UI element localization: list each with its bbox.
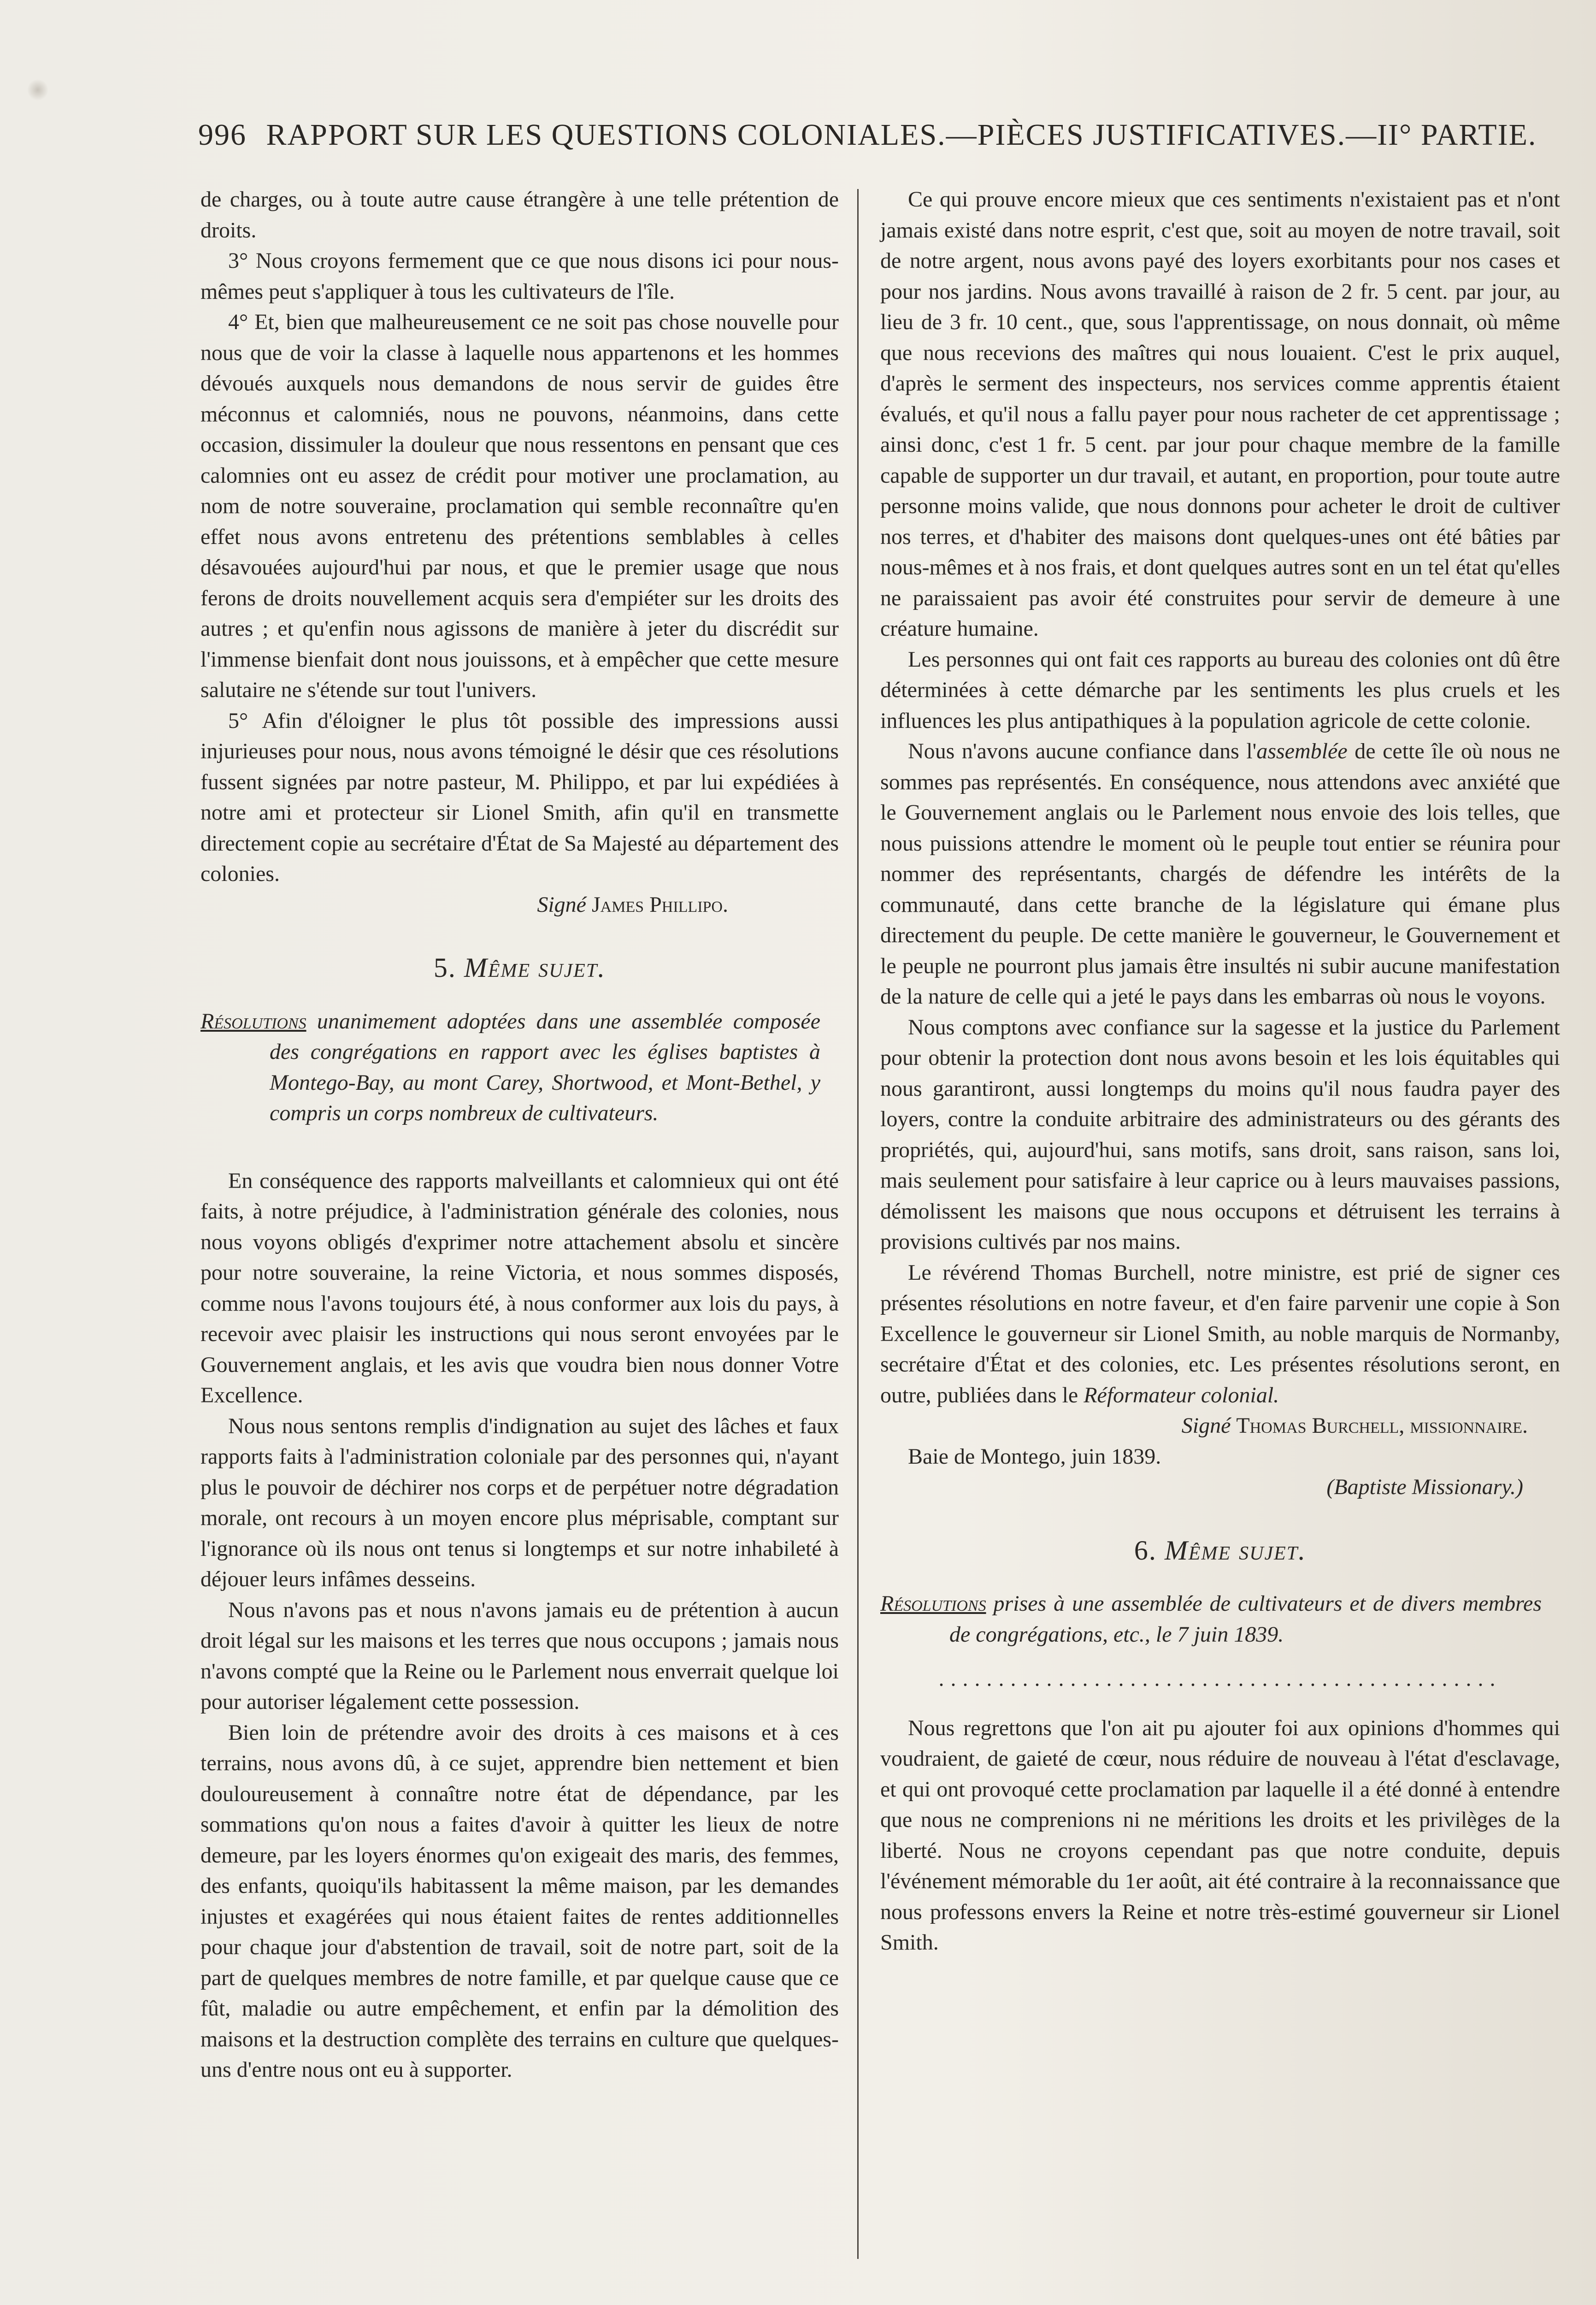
paragraph-4: 4° Et, bien que malheureusement ce ne soit pas chose nouvelle pour nous que de voir la classe à laquelle nous appartenons et les hommes dévoués auxquels nous demandons de nous servir de guides être méconnus et calomniés, nous ne pouvons, néanmoins, dans cette occasion, dissimuler la douleur que nous ressentons en pensant que ces calomnies ont eu assez de crédit pour motiver une proclamation, au nom de notre souveraine, proclamation qui semble reconnaître qu'en effet nous avons entretenu des prétentions semblables à celles désavouées aujourd'hui par nous, et que le premier usage que nous ferons de droits nouvellement acquis sera d'empiéter sur les droits des autres ; et qu'enfin nous agissons de manière à jeter du discrédit sur l'immense bienfait dont nous jouissons, et à empêcher que cette mesure salutaire ne s'étende sur tout l'univers. xyxy=(200,310,839,702)
paragraph-b1: Ce qui prouve encore mieux que ces sentiments n'existaient pas et n'ont jamais existé dans notre esprit, c'est que, soit au moyen de notre travail, soit de notre argent, nous avons payé des loyers exorbitants pour nos cases et pour nos jardins. Nous avons travaillé à raison de 2 fr. 5 cent. par jour, au lieu de 3 fr. 10 cent., que, sous l'apprentissage, on nous donnait, où même que nous recevions des maîtres qui nous louaient. C'est le prix auquel, d'après le serment des inspecteurs, nos services comme apprentis étaient évalués, et qu'il nous a fallu payer pour nous racheter de cet apprentissage ; ainsi donc, c'est 1 fr. 5 cent. par jour pour chaque membre de la famille capable de supporter un dur travail, et autant, en proportion, pour toute autre personne moins valide, que nous donnons pour acheter le droit de cultiver nos terres, et d'habiter des maisons dont quelques-unes ont été bâties par nous-mêmes et à nos frais, et dont quelques autres sont en un tel état qu'elles ne paraissaient pas avoir été construites pour servir de demeure à une créature humaine. xyxy=(880,187,1560,641)
paragraph-a1: En conséquence des rapports malveillants et calomnieux qui ont été faits, à notre préjudice, à l'administration générale des colonies, nous nous voyons obligés d'exprimer notre attachement absolu et sincère pour notre souveraine, la reine Victoria, et nous sommes disposés, comme nous l'avons toujours été, à nous conformer aux lois du pays, à recevoir avec plaisir les instructions qui nous seront envoyées par le Gouvernement anglais, et les avis que voudra bien nous donner Votre Excellence. xyxy=(200,1168,839,1407)
text-run: de cette île où nous ne sommes pas représentés. En conséquence, nous attendons avec anxiété que le Gouvernement anglais ou le Parlement nous envoie des lois telles, que nous puissions attendre le moment où le peuple tout entier se réunira pour nommer des représentants, chargés de défendre les intérêts de la communauté, dans cette branche de la législature qui émane plus directement du peuple. De cette manière le gouverneur, le Gouvernement et le peuple ne pourront plus jamais être insultés ni subir aucune manifestation de la nature de celle qui a jeté le pays dans les embarras où nous le voyons. xyxy=(880,739,1560,1009)
signature-prefix: Signé xyxy=(1181,1413,1231,1438)
source-note: (Baptiste Missionary.) xyxy=(1326,1475,1523,1499)
continued-paragraph: de charges, ou à toute autre cause étrangère à une telle prétention de droits. xyxy=(200,187,839,242)
resolution-6-caption xyxy=(880,1589,1560,1650)
signature-name: Thomas Burchell, missionnaire. xyxy=(1236,1413,1528,1438)
text-run: Nous n'avons aucune confiance dans l' xyxy=(908,739,1257,763)
resolution-lead: Résolutions xyxy=(200,1009,306,1034)
signature-prefix: Signé xyxy=(537,892,586,917)
paragraph-a4: Bien loin de prétendre avoir des droits à ces maisons et à ces terrains, nous avons dû, à ce sujet, apprendre bien nettement et bien douloureusement à connaître notre état de dépendance, par les sommations qu'on nous a faites d'avoir à quitter les lieux de notre demeure, par les loyers énormes qu'on exigeait des maris, des femmes, des enfants, quoiqu'ils habitassent la même maison, par les demandes injustes et exagérées qui nous étaient faites de rentes additionnelles pour chaque jour d'abstention de travail, soit de notre part, soit de la part de quelques membres de notre famille, et par quelque cause que ce fût, maladie ou autre empêchement, et enfin par la démolition des maisons et la destruction complète des terrains en culture que quelques-uns d'entre nous ont eu à supporter. xyxy=(200,1720,839,2082)
paragraph-b2: Les personnes qui ont fait ces rapports au bureau des colonies ont dû être déterminées à cette démarche par les sentiments les plus cruels et les influences les plus antipathiques à la population agricole de cette colonie. xyxy=(880,647,1560,733)
paragraph-a2: Nous nous sentons remplis d'indignation au sujet des lâches et faux rapports faits à l'administration coloniale par des personnes qui, n'ayant plus le pouvoir de déchirer nos corps et de perpétuer notre dégradation morale, ont recours à un moyen encore plus méprisable, comptant sur l'ignorance où ils nous ont tenus si longtemps et sur notre inhabileté à déjouer leurs infâmes desseins. xyxy=(200,1413,839,1591)
header-title: RAPPORT SUR LES QUESTIONS COLONIALES.—PIÈCES JUSTIFICATIVES.—II° PARTIE. xyxy=(266,118,1537,152)
emphasis: assemblée xyxy=(1256,739,1348,763)
resolution-text: unanimement adoptées dans une assemblée composée des congrégations en rapport avec les églises baptistes à Montego-Bay, au mont Carey, Shortwood, et Mont-Bethel, y compris un corps nombreux de cultivateurs. xyxy=(270,1009,821,1125)
emphasis: Réformateur colonial. xyxy=(1084,1383,1279,1407)
paragraph-b5 xyxy=(880,1258,1560,1411)
section-word: Même xyxy=(1164,1535,1231,1566)
left-column xyxy=(200,184,839,2086)
section-6-heading xyxy=(880,1535,1560,1566)
section-subject: sujet. xyxy=(1239,1535,1307,1566)
page-number: 996 xyxy=(198,118,247,152)
place-date: Baie de Montego, juin 1839. xyxy=(908,1444,1161,1469)
section-word: Même xyxy=(464,952,531,983)
resolution-5-caption xyxy=(200,1006,839,1129)
paragraph-5: 5° Afin d'éloigner le plus tôt possible des impressions aussi injurieuses pour nous, nous avons témoigné le désir que ces résolutions fussent signées par notre pasteur, M. Philippo, et par lui expédiées à notre ami et protecteur sir Lionel Smith, afin qu'il en transmette directement copie au secrétaire d'État de Sa Majesté au département des colonies. xyxy=(200,708,839,886)
text-run: Le révérend Thomas Burchell, notre ministre, est prié de signer ces présentes résolutions en notre faveur, et d'en faire parvenir une copie à Son Excellence le gouverneur sir Lionel Smith, au noble marquis de Normanby, secrétaire d'État et des colonies, etc. Les présentes résolutions seront, en outre, publiées dans le xyxy=(880,1260,1560,1407)
resolution-lead: Résolutions xyxy=(880,1591,986,1616)
right-column xyxy=(880,184,1560,1958)
section-subject: sujet. xyxy=(538,952,606,983)
paragraph-b4: Nous comptons avec confiance sur la sagesse et la justice du Parlement pour obtenir la protection dont nous avons besoin et les lois équitables qui nous garantiront, aussi longtemps du moins qu'il nous faudra payer des loyers, contre la conduite arbitraire des administrateurs ou des gérants des propriétés, qui, aujourd'hui, sans motifs, sans droit, sans raison, sans loi, mais seulement pour satisfaire à leur caprice ou à leurs mauvaises passions, démolissent les maisons que nous occupons et détruisent les terrains à provisions cultivés par nos mains. xyxy=(880,1015,1560,1254)
paragraph-3: 3° Nous croyons fermement que ce que nous disons ici pour nous-mêmes peut s'appliquer à tous les cultivateurs de l'île. xyxy=(200,248,839,304)
paragraph-c1: Nous regrettons que l'on ait pu ajouter foi aux opinions d'hommes qui voudraient, de gaieté de cœur, nous réduire de nouveau à l'état d'esclavage, et qui ont provoqué cette proclamation par laquelle il a été donné à entendre que nous ne comprenions ni ne méritions les droits et les privilèges de la liberté. Nous ne croyons cependant pas que notre conduite, depuis l'événement mémorable du 1er août, ait été contraire à la reconnaissance que nous professons envers la Reine et notre très-estimé gouverneur sir Lionel Smith. xyxy=(880,1715,1560,1955)
section-number: 6. xyxy=(1134,1535,1157,1566)
paragraph-b3 xyxy=(880,736,1560,1012)
resolution-text: prises à une assemblée de cultivateurs et de divers membres de congrégations, etc., le 7 juin 1839. xyxy=(949,1591,1542,1647)
signature-phillipo xyxy=(200,890,839,921)
signature-burchell xyxy=(880,1411,1560,1442)
page-smudge xyxy=(28,78,48,101)
signature-name: James Phillipo. xyxy=(591,892,728,917)
column-divider xyxy=(857,189,859,2259)
paragraph-a3: Nous n'avons pas et nous n'avons jamais eu de prétention à aucun droit légal sur les maisons et les terres que nous occupons ; jamais nous n'avons compté que la Reine ou le Parlement nous enverrait quelque loi pour autoriser légalement cette possession. xyxy=(200,1597,839,1714)
section-number: 5. xyxy=(433,952,456,983)
ellipsis-separator: ............................................... xyxy=(938,1667,1502,1691)
running-header xyxy=(198,118,1537,153)
section-5-heading xyxy=(200,952,839,983)
